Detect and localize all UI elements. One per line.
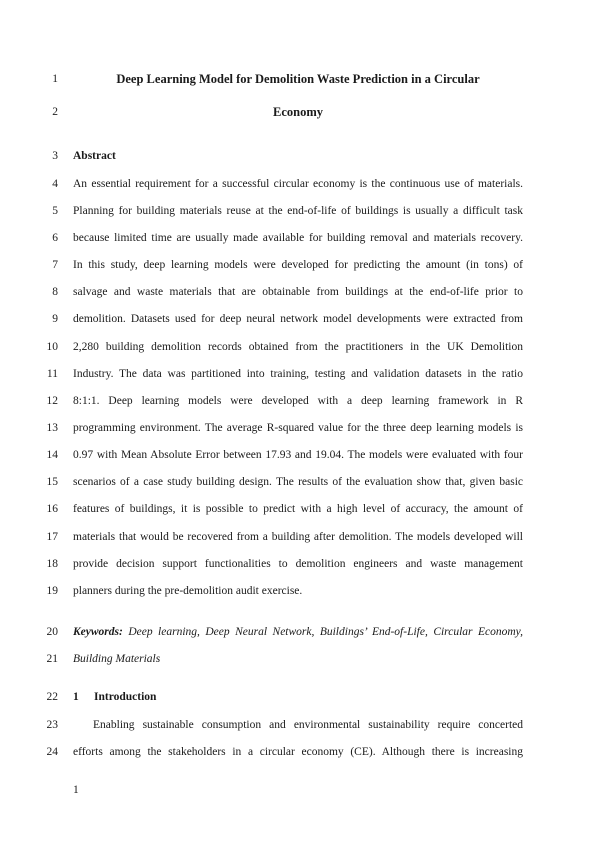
introduction-text: Enabling sustainable consumption and environmental sustainability require concerted [93,719,523,731]
abstract-text: 8:1:1. Deep learning models were developed with a deep learning framework in R [73,395,523,407]
abstract-line [0,528,595,546]
line-number: 14 [46,449,58,461]
abstract-line [0,229,595,247]
line-number: 4 [52,178,58,190]
line-number: 15 [46,476,58,488]
abstract-line [0,175,595,193]
abstract-line [0,392,595,410]
title-line-1 [0,70,595,88]
abstract-text: provide decision support functionalities to demolition engineers and waste management [73,558,523,570]
line-number: 23 [46,719,58,731]
line-number: 8 [52,286,58,298]
line-number: 18 [46,558,58,570]
line-number: 19 [46,585,58,597]
keywords-label: Keywords: [73,626,123,638]
abstract-text: demolition. Datasets used for deep neural network model developments were extracted from [73,313,523,325]
abstract-text: features of buildings, it is possible to predict with a high level of accuracy, the amount of [73,503,523,515]
abstract-line [0,555,595,573]
line-number: 20 [46,626,58,638]
abstract-text: An essential requirement for a successful circular economy is the continuous use of materials. [73,178,523,190]
abstract-line [0,419,595,437]
keywords-list-part-1: Deep learning, Deep Neural Network, Buildings’ End-of-Life, Circular Economy, [128,626,523,638]
keywords-line-2 [0,650,595,668]
introduction-heading-line [0,688,595,706]
line-number: 22 [46,691,58,703]
abstract-heading: Abstract [73,150,116,162]
keywords-text [73,623,523,641]
line-number: 12 [46,395,58,407]
introduction-line [0,743,595,761]
abstract-line [0,310,595,328]
abstract-line [0,582,595,600]
introduction-heading [73,688,523,706]
abstract-text: planners during the pre-demolition audit exercise. [73,585,303,597]
abstract-text: materials that would be recovered from a building after demolition. The models developed will [73,531,523,543]
paper-title-part-2: Economy [273,105,323,119]
title-line-2 [0,103,595,121]
abstract-text: 2,280 building demolition records obtained from the practitioners in the UK Demolition [73,341,523,353]
introduction-text: efforts among the stakeholders in a circular economy (CE). Although there is increasing [73,746,523,758]
line-number: 11 [46,368,58,380]
keywords-line-1 [0,623,595,641]
abstract-line [0,473,595,491]
abstract-text: Industry. The data was partitioned into training, testing and validation datasets in the ratio [73,368,523,380]
line-number: 9 [52,313,58,325]
line-number: 7 [52,259,58,271]
line-number: 3 [52,150,58,162]
abstract-text: salvage and waste materials that are obtainable from buildings at the end-of-life prior to [73,286,523,298]
line-number: 2 [52,106,58,118]
line-number: 1 [52,73,58,85]
section-title: Introduction [94,691,157,703]
line-number: 16 [46,503,58,515]
introduction-line [0,716,595,734]
paper-title-part-1: Deep Learning Model for Demolition Waste Prediction in a Circular [116,72,480,86]
abstract-line [0,256,595,274]
abstract-text: scenarios of a case study building design. The results of the evaluation show that, given basic [73,476,523,488]
keywords-list-part-2: Building Materials [73,653,161,665]
abstract-line [0,500,595,518]
abstract-line [0,338,595,356]
line-number: 17 [46,531,58,543]
page-number: 1 [73,784,79,796]
line-number: 24 [46,746,58,758]
line-number: 13 [46,422,58,434]
line-number: 21 [46,653,58,665]
line-number: 6 [52,232,58,244]
section-number: 1 [73,691,79,703]
line-number: 10 [46,341,58,353]
abstract-line [0,202,595,220]
abstract-text: In this study, deep learning models were developed for predicting the amount (in tons) of [73,259,523,271]
abstract-text: programming environment. The average R-squared value for the three deep learning models is [73,422,523,434]
abstract-text: because limited time are usually made available for building removal and materials recovery. [73,232,523,244]
abstract-line [0,446,595,464]
abstract-heading-line [0,147,595,165]
abstract-line [0,283,595,301]
abstract-text: Planning for building materials reuse at the end-of-life of buildings is usually a difficult task [73,205,523,217]
line-number: 5 [52,205,58,217]
abstract-text: 0.97 with Mean Absolute Error between 17.93 and 19.04. The models were evaluated with four [73,449,523,461]
abstract-line [0,365,595,383]
